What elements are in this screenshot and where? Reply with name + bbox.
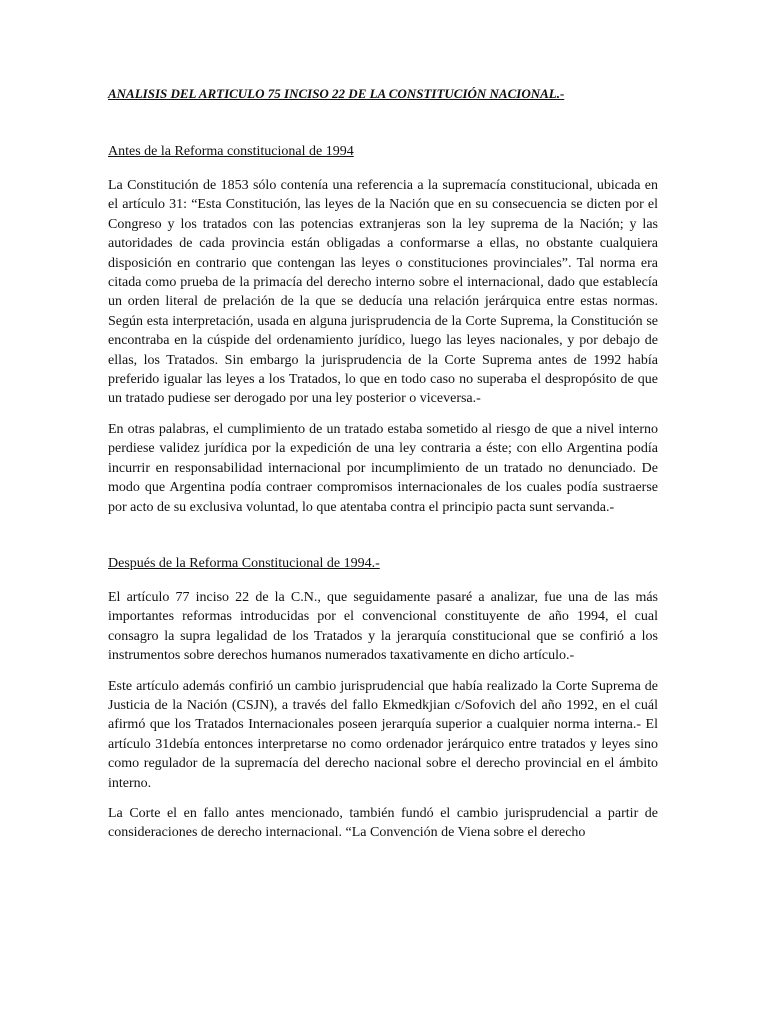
- paragraph: La Corte el en fallo antes mencionado, también fundó el cambio jurisprudencial a partir de consideraciones de derecho internacional. “La Convención de Viena sobre el derecho: [108, 805, 658, 841]
- section-heading-before-reform: Antes de la Reforma constitucional de 1994: [108, 144, 354, 159]
- document-title: ANALISIS DEL ARTICULO 75 INCISO 22 DE LA CONSTITUCIÓN NACIONAL.-: [108, 86, 565, 101]
- section-spacer: [108, 528, 658, 554]
- paragraph: Este artículo además confirió un cambio jurisprudencial que había realizado la Corte Suprema de Justicia de la Nación (CSJN), a través del fallo Ekmedkjian c/Sofovich del año 1992, en el cuál afirmó que los Tratados Internacionales poseen jerarquía superior a cualquier norma interna.- El artículo 31debía entonces interpretarse no como ordenador jerárquico entre tratados y leyes sino como regulador de la supremacía del derecho nacional sobre el derecho provincial en el ámbito interno.: [108, 678, 658, 791]
- document-page: [108, 84, 658, 854]
- section-heading-after-reform: Después de la Reforma Constitucional de 1994.-: [108, 555, 380, 571]
- paragraph: En otras palabras, el cumplimiento de un tratado estaba sometido al riesgo de que a nivel interno perdiese validez jurídica por la expedición de una ley contraria a éste; con ello Argentina podía incurrir en responsabilidad internacional por incumplimiento de un tratado no denunciado. De modo que Argentina podía contraer compromisos internacionales de los cuales podía sustraerse por acto de su exclusiva voluntad, lo que atentaba contra el principio pacta sunt servanda.-: [108, 421, 658, 515]
- paragraph: La Constitución de 1853 sólo contenía una referencia a la supremacía constitucional, ubicada en el artículo 31: “Esta Constitución, las leyes de la Nación que en su consecuencia se dicten por el Congreso y los tratados con las potencias extranjeras son la ley suprema de la Nación; y las autoridades de cada provincia están obligadas a conformarse a ellas, no obstante cualquiera disposición en contrario que contengan las leyes o constituciones provinciales”. Tal norma era citada como prueba de la primacía del derecho interno sobre el internacional, dado que establecía un orden literal de prelación de la que se deducía una relación jerárquica entre estas normas. Según esta interpretación, usada en alguna jurisprudencia de la Corte Suprema, la Constitución se encontraba en la cúspide del ordenamiento jurídico, luego las leyes nacionales, y por debajo de ellas, los Tratados. Sin embargo la jurisprudencia de la Corte Suprema antes de 1992 había preferido igualar las leyes a los Tratados, lo que en todo caso no superaba el despropósito de que un tratado pudiese ser derogado por una ley posterior o viceversa.-: [108, 178, 658, 407]
- section-after-reform: [108, 554, 658, 843]
- paragraph: El artículo 77 inciso 22 de la C.N., que seguidamente pasaré a analizar, fue una de las más importantes reformas introducidas por el convencional constituyente de año 1994, el cual consagro la supra legalidad de los Tratados y la jerarquía constitucional que se confirió a los instrumentos sobre derechos humanos numerados taxativamente en dicho artículo.-: [108, 589, 658, 664]
- section-before-reform: [108, 142, 658, 517]
